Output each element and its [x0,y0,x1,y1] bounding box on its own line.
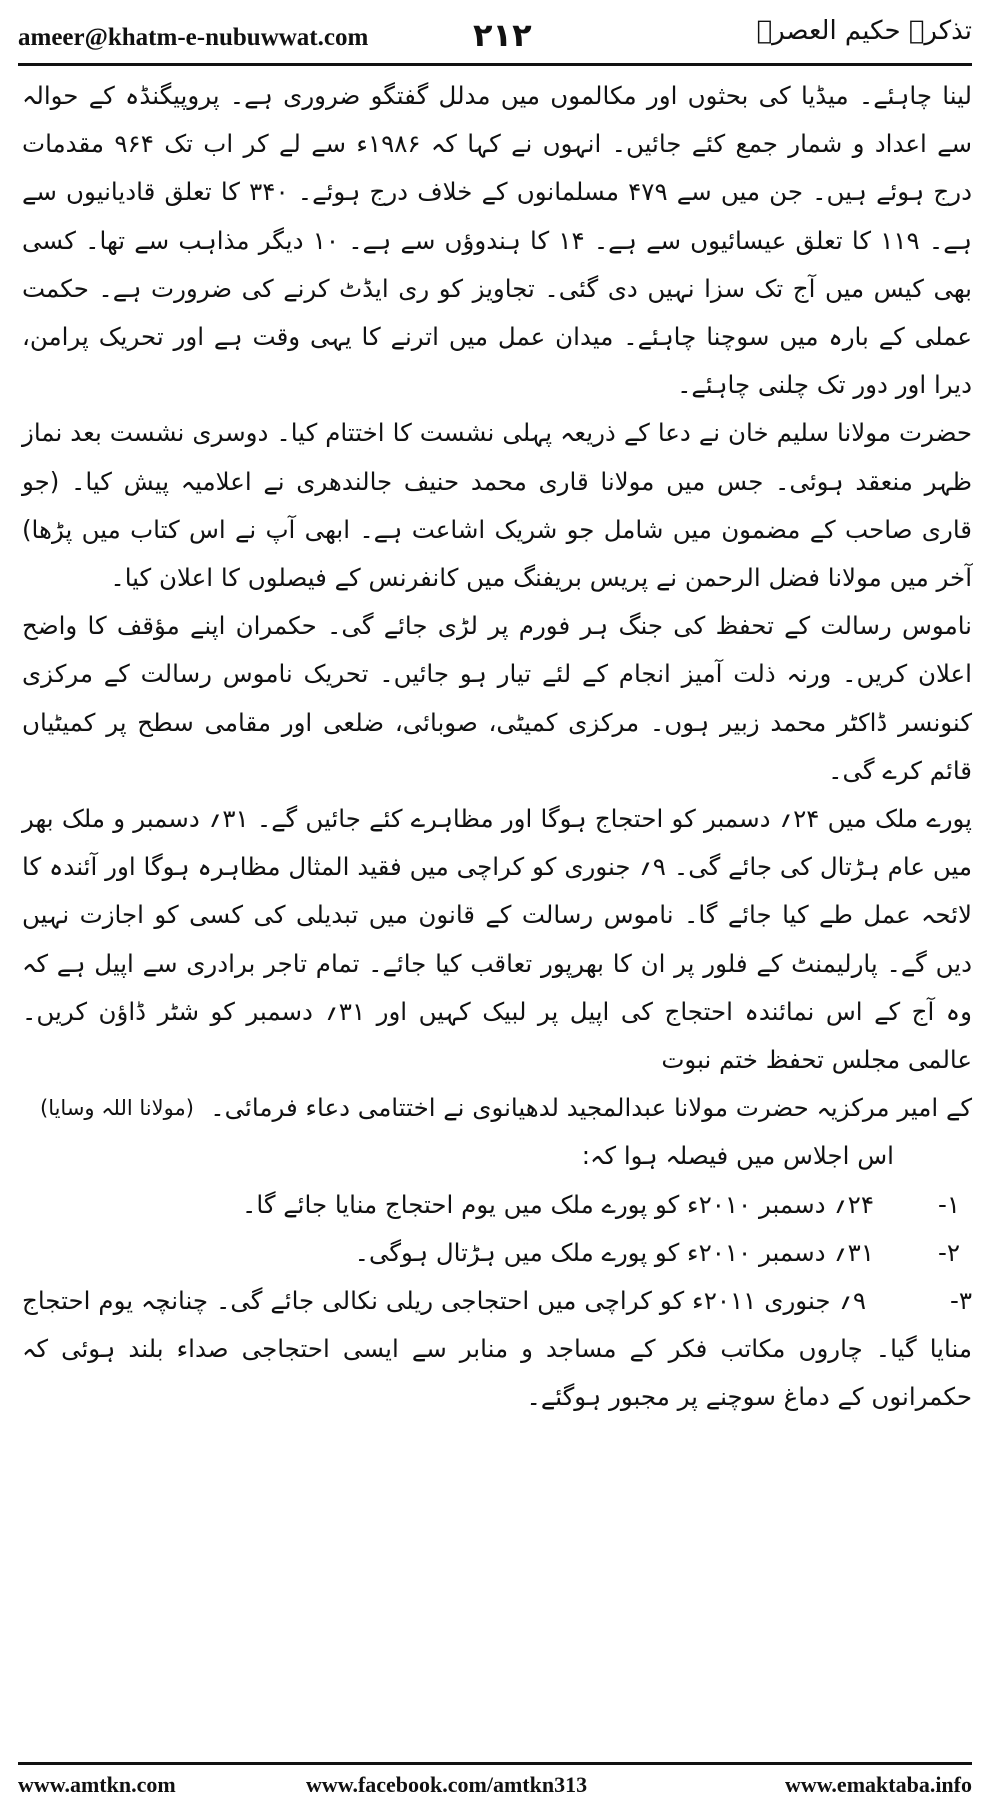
footer-link-facebook[interactable]: www.facebook.com/amtkn313 [306,1772,588,1797]
paragraph-2: حضرت مولانا سلیم خان نے دعا کے ذریعہ پہلی نشست کا اختتام کیا۔ دوسری نشست بعد نماز ظہر منعقد ہوئی۔ جس میں مولانا قاری محمد حنیف جالندھری نے اعلامیہ پیش کیا۔ (جو قاری صاحب کے مضمون میں شامل جو شریک اشاعت ہے۔ ابھی آپ نے اس کتاب میں پڑھا) آخر میں مولانا فضل الرحمن نے پریس بریفنگ میں کانفرنس کے فیصلوں کا اعلان کیا۔ [22,418,972,593]
paragraph-1: لینا چاہئے۔ میڈیا کی بحثوں اور مکالموں میں مدلل گفتگو ضروری ہے۔ پروپیگنڈہ کے حوالہ سے اعداد و شمار جمع کئے جائیں۔ انہوں نے کہا کہ ۱۹۸۶ء سے لے کر اب تک ۹۶۴ مقدمات درج ہوئے ہیں۔ جن میں سے ۴۷۹ مسلمانوں کے خلاف درج ہوئے۔ ۳۴۰ کا تعلق قادیانیوں سے ہے۔ ۱۱۹ کا تعلق عیسائیوں سے ہے۔ ۱۴ کا ہندوؤں سے ہے۔ ۱۰ دیگر مذاہب سے تھا۔ کسی بھی کیس میں آج تک سزا نہیں دی گئی۔ تجاویز کو ری ایڈٹ کرنے کی ضرورت ہے۔ حکمت عملی کے بارہ میں سوچنا چاہئے۔ میدان عمل میں اترنے کا یہی وقت ہے اور تحریک پرامن، دیرا اور دور تک چلنی چاہئے۔ [22,81,972,400]
list-number: ۲- [937,1237,960,1267]
list-text: ۲۴؍ دسمبر ۲۰۱۰ء کو پورے ملک میں یوم احتجاج منایا جائے گا۔ [242,1189,874,1219]
list-text: ۹؍ جنوری ۲۰۱۱ء کو کراچی میں احتجاجی ریلی نکالی جائے گی۔ چنانچہ یوم احتجاج منایا گیا۔ چاروں مکاتب فکر کے مساجد و منابر سے ایسی احتجاجی صداء بلند ہوئی کہ حکمرانوں کے دماغ سوچنے پر مجبور ہوگئے۔ [22,1286,972,1412]
list-number: ۱- [937,1189,960,1219]
list-item [22,1229,972,1277]
decision-intro: اس اجلاس میں فیصلہ ہوا کہ: [581,1141,894,1171]
page-footer [18,1772,972,1806]
footer-link-amtkn[interactable]: www.amtkn.com [18,1772,176,1797]
page-body [22,72,972,1422]
list-number: ۳- [949,1286,972,1316]
footer-divider [18,1762,972,1765]
header-divider [18,63,972,66]
signature: (مولانا اللہ وسایا) [40,1096,194,1121]
paragraph-3: ناموس رسالت کے تحفظ کی جنگ ہر فورم پر لڑی جائے گی۔ حکمران اپنے مؤقف کا واضح اعلان کریں۔ ورنہ ذلت آمیز انجام کے لئے تیار ہو جائیں۔ تحریک ناموس رسالت کے مرکزی کنونسر ڈاکٹر محمد زبیر ہوں۔ مرکزی کمیٹی، صوبائی، ضلعی اور مقامی سطح پر کمیٹیاں قائم کرے گی۔ [22,611,972,785]
list-item [22,1181,972,1229]
page-number: ۲۱۲ [473,16,532,54]
page-header [18,14,972,62]
closing-line [22,1084,972,1132]
paragraph-4: پورے ملک میں ۲۴؍ دسمبر کو احتجاج ہوگا اور مظاہرے کئے جائیں گے۔ ۳۱؍ دسمبر و ملک بھر میں عام ہڑتال کی جائے گی۔ ۹؍ جنوری کو کراچی میں فقید المثال مظاہرہ ہوگا اور آئندہ کا لائحہ عمل طے کیا جائے گا۔ ناموس رسالت کے قانون میں تبدیلی کی کسی کو اجازت نہیں دیں گے۔ پارلیمنٹ کے فلور پر ان کا بھرپور تعاقب کیا جائے۔ تمام تاجر برادری سے اپیل ہے کہ وہ آج کے اس نمائندہ احتجاج کی اپیل پر لبیک کہیں اور ۳۱؍ دسمبر کو شٹر ڈاؤن کریں۔ عالمی مجلس تحفظ ختم نبوت [22,804,973,1075]
list-item [22,1277,972,1422]
footer-link-emaktaba[interactable]: www.emaktaba.info [784,1772,972,1797]
list-text: ۳۱؍ دسمبر ۲۰۱۰ء کو پورے ملک میں ہڑتال ہوگی۔ [354,1237,874,1267]
header-email: ameer@khatm-e-nubuwwat.com [18,24,369,51]
closing-text: کے امیر مرکزیہ حضرت مولانا عبدالمجید لدھیانوی نے اختتامی دعاء فرمائی۔ [210,1093,972,1123]
book-title: تذکرہ حکیم العصرؒ [756,16,972,46]
